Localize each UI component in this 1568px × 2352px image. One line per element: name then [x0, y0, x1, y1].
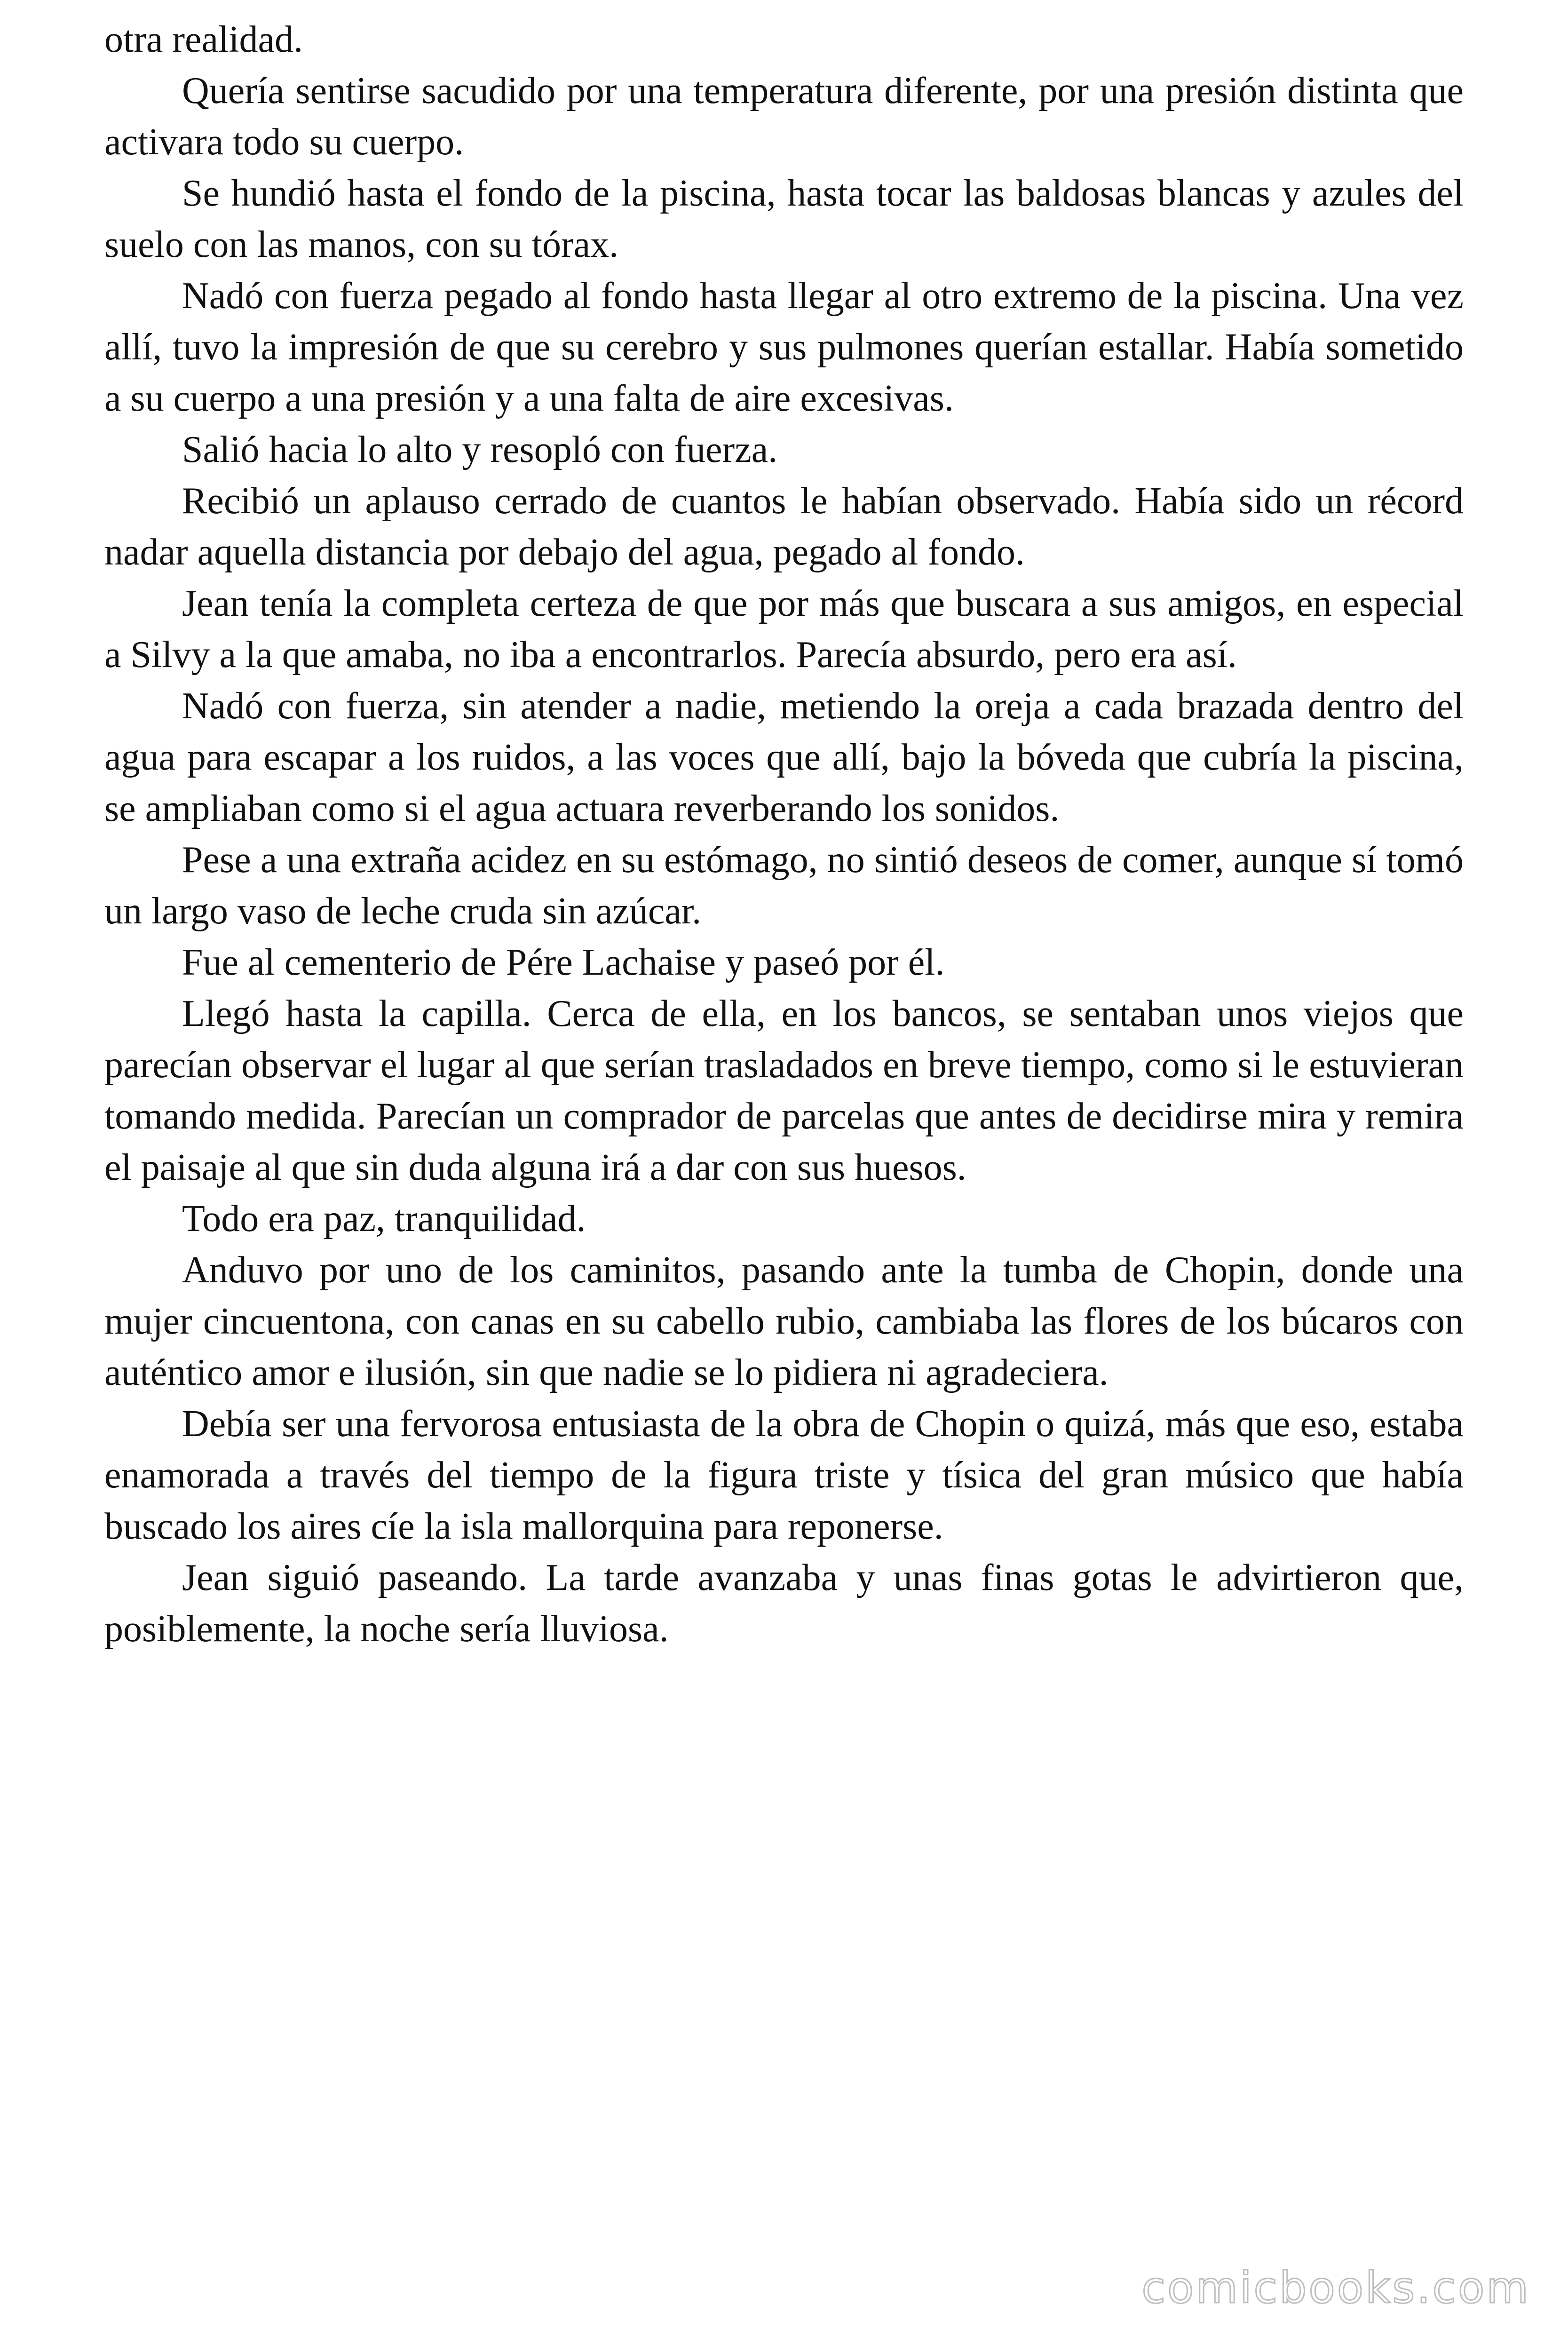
paragraph: Anduvo por uno de los caminitos, pasando ante la tumba de Chopin, donde una mujer cincuentona, con canas en su cabello rubio, cambiaba las flores de los búcaros con auténtico amor e ilusión, sin que nadie se lo pidiera ni agradeciera.: [104, 1249, 1464, 1393]
paragraph: Jean siguió paseando. La tarde avanzaba y unas finas gotas le advirtieron que, posiblemente, la noche sería lluviosa.: [104, 1557, 1464, 1650]
paragraph: Salió hacia lo alto y resopló con fuerza.: [182, 429, 778, 470]
paragraph: Nadó con fuerza pegado al fondo hasta llegar al otro extremo de la piscina. Una vez allí, tuvo la impresión de que su cerebro y sus pulmones querían estallar. Había sometido a su cuerpo a una presión y a una falta de aire excesivas.: [104, 275, 1464, 419]
paragraph: otra realidad.: [104, 19, 303, 60]
watermark: comicbooks.com: [1141, 2263, 1530, 2313]
paragraph: Se hundió hasta el fondo de la piscina, hasta tocar las baldosas blancas y azules del suelo con las manos, con su tórax.: [104, 173, 1464, 265]
paragraph: Quería sentirse sacudido por una temperatura diferente, por una presión distinta que activara todo su cuerpo.: [104, 70, 1464, 163]
paragraph: Recibió un aplauso cerrado de cuantos le habían observado. Había sido un récord nadar aquella distancia por debajo del agua, pegado al fondo.: [104, 480, 1464, 573]
paragraph: Todo era paz, tranquilidad.: [182, 1198, 586, 1240]
paragraph: Jean tenía la completa certeza de que por más que buscara a sus amigos, en especial a Silvy a la que amaba, no iba a encontrarlos. Parecía absurdo, pero era así.: [104, 583, 1464, 675]
paragraph: Nadó con fuerza, sin atender a nadie, metiendo la oreja a cada brazada dentro del agua para escapar a los ruidos, a las voces que allí, bajo la bóveda que cubría la piscina, se ampliaban como si el agua actuara reverberando los sonidos.: [104, 685, 1464, 829]
body-text: [104, 14, 1464, 1655]
paragraph: Pese a una extraña acidez en su estómago, no sintió deseos de comer, aunque sí tomó un largo vaso de leche cruda sin azúcar.: [104, 839, 1464, 932]
paragraph: Fue al cementerio de Pére Lachaise y paseó por él.: [182, 942, 945, 983]
paragraph: Debía ser una fervorosa entusiasta de la obra de Chopin o quizá, más que eso, estaba enamorada a través del tiempo de la figura triste y tísica del gran músico que había buscado los aires cíe la isla mallorquina para reponerse.: [104, 1403, 1464, 1547]
paragraph: Llegó hasta la capilla. Cerca de ella, en los bancos, se sentaban unos viejos que parecían observar el lugar al que serían trasladados en breve tiempo, como si le estuvieran tomando medida. Parecían un comprador de parcelas que antes de decidirse mira y remira el paisaje al que sin duda alguna irá a dar con sus huesos.: [104, 993, 1464, 1188]
